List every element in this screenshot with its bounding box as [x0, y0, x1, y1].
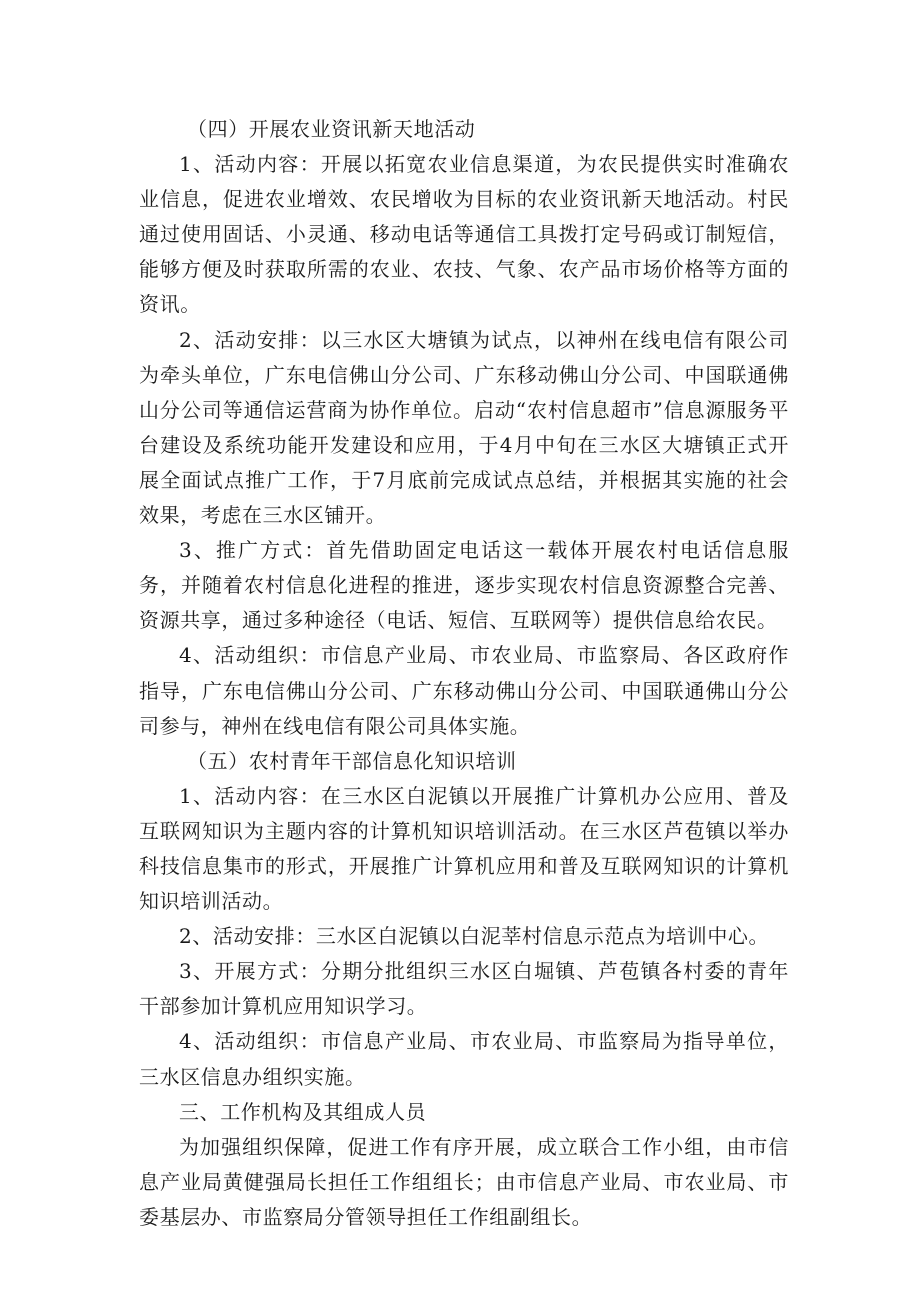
paragraph-training-content: 1、活动内容：在三水区白泥镇以开展推广计算机办公应用、普及互联网知识为主题内容的计算机知识培训活动。在三水区芦苞镇以举办科技信息集市的形式，开展推广计算机应用和普及互联网知识的计算机知识培训活动。 [139, 783, 789, 914]
paragraph-training-method: 3、开展方式：分期分批组织三水区白堀镇、芦苞镇各村委的青年干部参加计算机应用知识学习。 [139, 959, 789, 1019]
paragraph-training-organization: 4、活动组织：市信息产业局、市农业局、市监察局为指导单位，三水区信息办组织实施。 [139, 1029, 789, 1089]
document-body [139, 112, 789, 1235]
paragraph-activity-content: 1、活动内容：开展以拓宽农业信息渠道，为农民提供实时准确农业信息，促进农业增效、农民增收为目标的农业资讯新天地活动。村民通过使用固话、小灵通、移动电话等通信工具拨打定号码或订制短信，能够方便及时获取所需的农业、农技、气象、农产品市场价格等方面的资讯。 [139, 152, 789, 317]
section-heading-3: 三、工作机构及其组成人员 [179, 1099, 427, 1124]
section-heading-5: （五）农村青年干部信息化知识培训 [187, 748, 517, 773]
section-heading-4: （四）开展农业资讯新天地活动 [187, 117, 476, 141]
paragraph-promotion-method: 3、推广方式：首先借助固定电话这一载体开展农村电话信息服务，并随着农村信息化进程的推进，逐步实现农村信息资源整合完善、资源共享，通过多种途径（电话、短信、互联网等）提供信息给农民。 [139, 538, 789, 633]
paragraph-training-arrangement: 2、活动安排：三水区白泥镇以白泥莘村信息示范点为培训中心。 [179, 924, 770, 949]
paragraph-activity-organization: 4、活动组织：市信息产业局、市农业局、市监察局、各区政府作指导，广东电信佛山分公司、广东移动佛山分公司、中国联通佛山分公司参与，神州在线电信有限公司具体实施。 [139, 643, 789, 738]
paragraph-work-group: 为加强组织保障，促进工作有序开展，成立联合工作小组，由市信息产业局黄健强局长担任工作组组长；由市信息产业局、市农业局、市委基层办、市监察局分管领导担任工作组副组长。 [139, 1134, 789, 1229]
paragraph-activity-arrangement: 2、活动安排：以三水区大塘镇为试点，以神州在线电信有限公司为牵头单位，广东电信佛山分公司、广东移动佛山分公司、中国联通佛山分公司等通信运营商为协作单位。启动“农村信息超市”信息源服务平台建设及系统功能开发建设和应用，于4月中旬在三水区大塘镇正式开展全面试点推广工作，于7月底前完成试点总结，并根据其实施的社会效果，考虑在三水区铺开。 [139, 327, 789, 528]
